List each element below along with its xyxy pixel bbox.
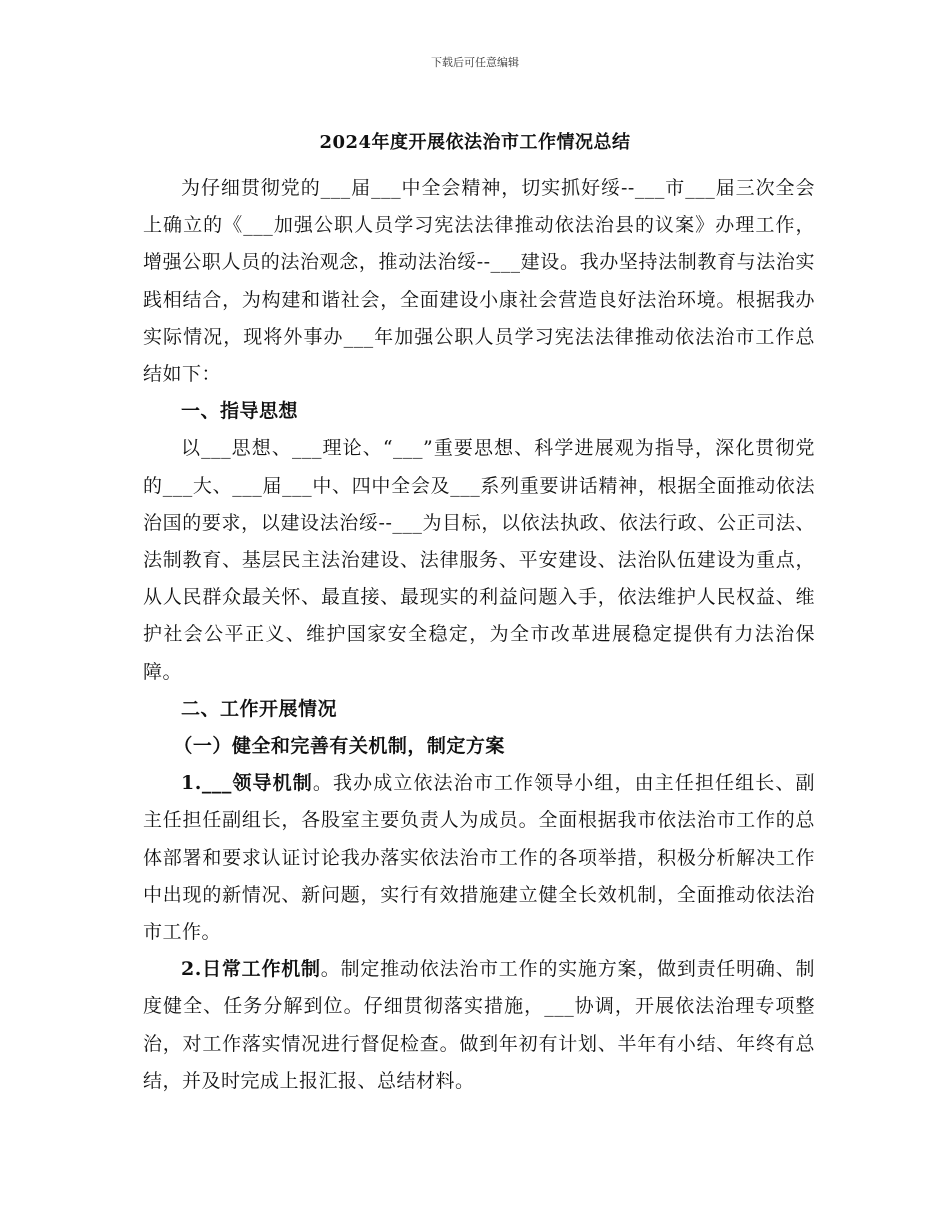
item-daily-work-mechanism-lead: 2.日常工作机制	[181, 958, 321, 981]
item-daily-work-mechanism	[143, 951, 815, 1100]
page-header-note: 下载后可任意编辑	[431, 56, 519, 69]
guiding-thought-paragraph: 以___思想、___理论、“___”重要思想、科学进展观为指导，深化贯彻党的___大、___届___中、四中全会及___系列重要讲话精神，根据全面推动依法治国的要求，以建设法治绥--___为目标，以依法执政、依法行政、公正司法、法制教育、基层民主法治建设、法律服务、平安建设、法治队伍建设为重点，从人民群众最关怀、最直接、最现实的利益问题入手，依法维护人民权益、维护社会公平正义、维护国家安全稳定，为全市改革进展稳定提供有力法治保障。	[143, 437, 815, 683]
item-leadership-mechanism-body: 。我办成立依法治市工作领导小组，由主任担任组长、副主任担任副组长，各股室主要负责人为成员。全面根据我市依法治市工作的总体部署和要求认证讨论我办落实依法治市工作的各项举措，积极分析解决工作中出现的新情况、新问题，实行有效措施建立健全长效机制，全面推动依法治市工作。	[143, 772, 815, 944]
item-leadership-mechanism-lead: 1.___领导机制	[181, 772, 313, 795]
item-daily-work-mechanism-body: 。制定推动依法治市工作的实施方案，做到责任明确、制度健全、任务分解到位。仔细贯彻落实措施，___协调，开展依法治理专项整治，对工作落实情况进行督促检查。做到年初有计划、半年有小结、年终有总结，并及时完成上报汇报、总结材料。	[143, 958, 815, 1092]
document-title: 2024年度开展依法治市工作情况总结	[319, 132, 631, 153]
section-heading-work-progress: 二、工作开展情况	[181, 697, 338, 720]
document-body	[143, 170, 815, 1100]
section-heading-guiding-thought: 一、指导思想	[181, 400, 299, 423]
intro-paragraph: 为仔细贯彻党的___届___中全会精神，切实抓好绥--___市___届三次全会上确立的《___加强公职人员学习宪法法律推动依法治县的议案》办理工作，增强公职人员的法治观念，推动法治绥--___建设。我办坚持法制教育与法治实践相结合，为构建和谐社会，全面建设小康社会营造良好法治环境。根据我办实际情况，现将外事办___年加强公职人员学习宪法法律推动依法治市工作总结如下：	[143, 177, 815, 386]
item-leadership-mechanism	[143, 765, 815, 951]
subsection-heading-mechanisms: （一）健全和完善有关机制，制定方案	[173, 735, 505, 758]
